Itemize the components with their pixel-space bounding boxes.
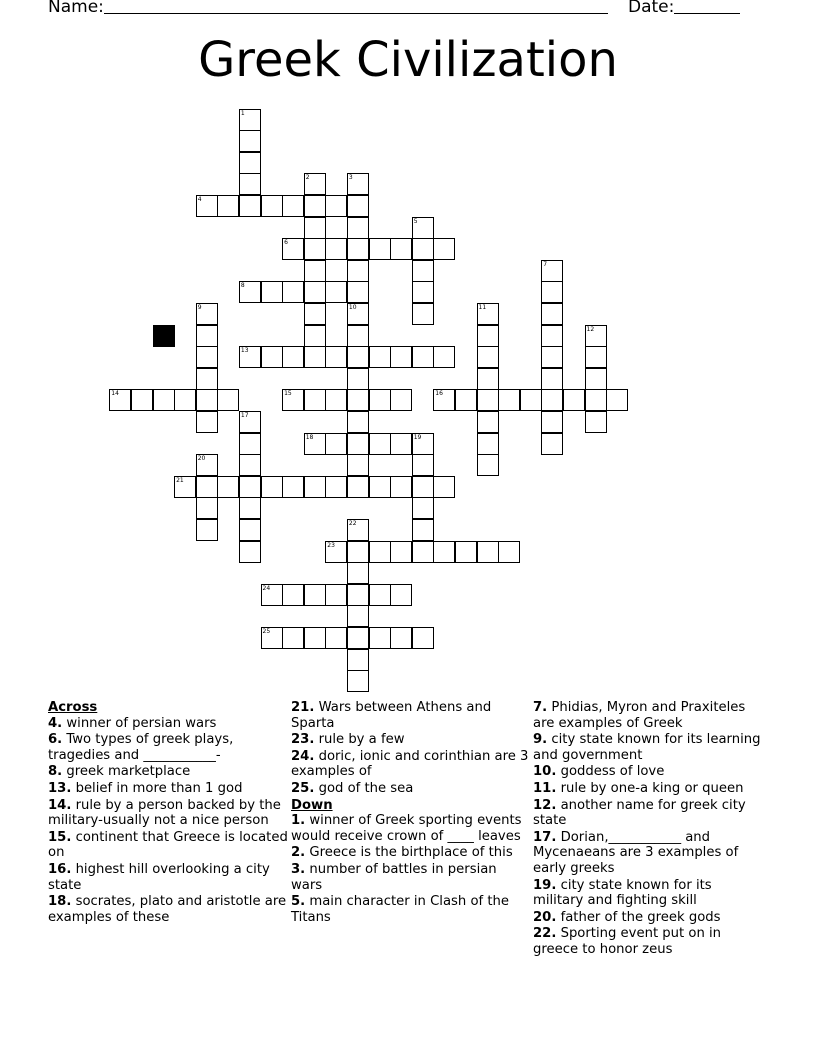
grid-cell[interactable]: [477, 389, 499, 411]
grid-cell[interactable]: [347, 260, 369, 282]
grid-cell[interactable]: [347, 433, 369, 455]
grid-cell[interactable]: [433, 541, 455, 563]
grid-cell[interactable]: [109, 389, 131, 411]
grid-cell[interactable]: [304, 195, 326, 217]
grid-cell[interactable]: [196, 476, 218, 498]
clue-number-label: 5.: [291, 894, 306, 910]
clue-text: socrates, plato and aristotle are examples of these: [48, 894, 287, 925]
grid-cell[interactable]: [347, 368, 369, 390]
grid-cell[interactable]: [282, 281, 304, 303]
clue-item: [48, 798, 288, 829]
clue-number: 3: [348, 174, 353, 182]
clues-column-1: [48, 700, 288, 926]
clue-number-label: 3.: [291, 861, 306, 877]
clues-column-3: [533, 700, 763, 959]
clue-number-label: 17.: [533, 829, 557, 845]
grid-cell[interactable]: [347, 605, 369, 627]
grid-cell[interactable]: [347, 325, 369, 347]
clue-number: 18: [305, 433, 314, 441]
grid-cell[interactable]: [239, 476, 261, 498]
grid-cell[interactable]: [347, 541, 369, 563]
grid-cell[interactable]: [541, 281, 563, 303]
grid-cell[interactable]: [239, 454, 261, 476]
clues-column-2: [291, 700, 531, 926]
clue-item: [533, 830, 763, 877]
clue-text: winner of persian wars: [62, 715, 217, 731]
grid-cell[interactable]: [412, 541, 434, 563]
clue-number: 17: [240, 411, 249, 419]
grid-cell[interactable]: [347, 217, 369, 239]
grid-cell[interactable]: [369, 389, 391, 411]
grid-cell[interactable]: [239, 519, 261, 541]
clue-number-label: 20.: [533, 909, 557, 925]
grid-cell[interactable]: [520, 389, 542, 411]
grid-cell[interactable]: [239, 433, 261, 455]
grid-cell[interactable]: [239, 173, 261, 195]
grid-cell[interactable]: [477, 303, 499, 325]
clue-item: [533, 764, 763, 780]
grid-cell[interactable]: [196, 325, 218, 347]
grid-cell[interactable]: [325, 238, 347, 260]
clue-text: Two types of greek plays, tragedies and ___________-: [48, 732, 234, 763]
grid-cell[interactable]: [282, 238, 304, 260]
grid-cell[interactable]: [390, 476, 412, 498]
clue-text: rule by a few: [314, 732, 405, 748]
clue-number: 5: [413, 217, 418, 225]
clue-text: Greece is the birthplace of this: [305, 845, 513, 861]
grid-cell[interactable]: [412, 346, 434, 368]
grid-cell[interactable]: [390, 389, 412, 411]
clue-number-label: 10.: [533, 764, 557, 780]
grid-cell[interactable]: [412, 303, 434, 325]
clue-number: 15: [284, 390, 292, 398]
grid-cell[interactable]: [390, 346, 412, 368]
grid-cell[interactable]: [369, 433, 391, 455]
grid-cell[interactable]: [347, 519, 369, 541]
clue-item: [533, 732, 763, 763]
grid-cell[interactable]: [239, 497, 261, 519]
grid-cell[interactable]: [477, 411, 499, 433]
clue-number-label: 11.: [533, 780, 557, 796]
grid-cell[interactable]: [369, 584, 391, 606]
clue-number: 21: [176, 476, 184, 484]
clue-number: 4: [197, 195, 202, 203]
grid-cell[interactable]: [369, 346, 391, 368]
clue-number: 20: [197, 455, 206, 463]
grid-cell[interactable]: [304, 584, 326, 606]
clue-item: [291, 732, 531, 748]
grid-cell[interactable]: [196, 411, 218, 433]
grid-cell[interactable]: [347, 670, 369, 692]
clue-number-label: 1.: [291, 813, 306, 829]
grid-cell[interactable]: [196, 454, 218, 476]
grid-cell[interactable]: [261, 476, 283, 498]
clue-item: [533, 781, 763, 797]
clue-text: another name for greek city state: [533, 797, 746, 829]
grid-cell[interactable]: [455, 541, 477, 563]
clue-number-label: 21.: [291, 700, 315, 715]
grid-cell[interactable]: [541, 346, 563, 368]
grid-cell[interactable]: [282, 584, 304, 606]
clue-text: Dorian,___________ and Mycenaeans are 3 examples of early greeks: [533, 829, 739, 876]
grid-cell[interactable]: [412, 627, 434, 649]
clue-number: 23: [327, 541, 335, 549]
clue-number-label: 4.: [48, 715, 63, 731]
clue-number: 2: [305, 174, 310, 182]
clue-number-label: 25.: [291, 780, 315, 796]
grid-cell[interactable]: [412, 260, 434, 282]
grid-cell[interactable]: [282, 389, 304, 411]
clue-item: [48, 781, 288, 797]
across-clues-list-continued: [291, 700, 531, 797]
clue-item: [533, 910, 763, 926]
grid-cell[interactable]: [325, 584, 347, 606]
grid-cell[interactable]: [196, 368, 218, 390]
grid-cell[interactable]: [498, 541, 520, 563]
page-title: Greek Civilization: [198, 32, 618, 88]
grid-cell[interactable]: [325, 195, 347, 217]
name-label: Name:: [48, 0, 104, 17]
grid-cell[interactable]: [282, 195, 304, 217]
clue-number-label: 15.: [48, 829, 72, 845]
grid-cell[interactable]: [412, 433, 434, 455]
clue-number: 1: [240, 109, 245, 117]
grid-cell[interactable]: [390, 541, 412, 563]
clue-number: 9: [197, 303, 202, 311]
grid-cell[interactable]: [347, 411, 369, 433]
grid-cell[interactable]: [477, 454, 499, 476]
clue-number: 19: [413, 433, 422, 441]
grid-cell[interactable]: [585, 411, 607, 433]
grid-cell[interactable]: [412, 497, 434, 519]
clue-item: [533, 700, 763, 731]
grid-cell[interactable]: [541, 303, 563, 325]
grid-cell[interactable]: [196, 195, 218, 217]
grid-cell[interactable]: [347, 476, 369, 498]
clue-item: [48, 862, 288, 893]
clue-number-label: 23.: [291, 732, 315, 748]
clue-number-label: 9.: [533, 732, 548, 748]
grid-cell[interactable]: [196, 519, 218, 541]
clue-item: [533, 878, 763, 909]
grid-cell[interactable]: [131, 389, 153, 411]
grid-cell[interactable]: [347, 562, 369, 584]
grid-cell[interactable]: [412, 281, 434, 303]
grid-cell[interactable]: [325, 627, 347, 649]
clue-item: [48, 732, 288, 763]
clue-number-label: 2.: [291, 845, 306, 861]
grid-cell[interactable]: [347, 627, 369, 649]
clue-number: 8: [240, 282, 245, 290]
clue-number-label: 8.: [48, 764, 63, 780]
clue-number: 6: [284, 239, 288, 247]
grid-cell[interactable]: [325, 433, 347, 455]
grid-cell[interactable]: [261, 281, 283, 303]
grid-cell[interactable]: [347, 238, 369, 260]
grid-cell[interactable]: [304, 389, 326, 411]
grid-cell[interactable]: [174, 389, 196, 411]
grid-cell[interactable]: [261, 346, 283, 368]
grid-cell[interactable]: [369, 476, 391, 498]
grid-cell[interactable]: [390, 238, 412, 260]
clue-text: city state known for its military and fighting skill: [533, 877, 712, 909]
down-clues-list-continued: [533, 700, 763, 958]
grid-cell[interactable]: [153, 389, 175, 411]
clue-item: [533, 798, 763, 829]
grid-cell[interactable]: [304, 476, 326, 498]
clue-text: continent that Greece is located on: [48, 829, 288, 861]
grid-cell[interactable]: [606, 389, 628, 411]
grid-cell[interactable]: [412, 476, 434, 498]
clue-item: [291, 894, 531, 925]
clue-number: 14: [111, 390, 119, 398]
grid-cell[interactable]: [563, 389, 585, 411]
grid-cell[interactable]: [477, 541, 499, 563]
grid-cell[interactable]: [477, 368, 499, 390]
down-clues-list: [291, 813, 531, 925]
grid-cell[interactable]: [304, 346, 326, 368]
grid-cell[interactable]: [304, 173, 326, 195]
grid-cell[interactable]: [412, 217, 434, 239]
clue-text: doric, ionic and corinthian are 3 examples of: [291, 748, 529, 780]
grid-cell[interactable]: [282, 476, 304, 498]
across-clues-list: [48, 716, 288, 926]
clue-item: [291, 749, 531, 780]
clue-item: [291, 845, 531, 861]
clue-number-label: 19.: [533, 877, 557, 893]
clue-item: [291, 813, 531, 844]
grid-cell[interactable]: [239, 130, 261, 152]
grid-cell[interactable]: [325, 346, 347, 368]
grid-cell[interactable]: [412, 238, 434, 260]
grid-cell[interactable]: [541, 325, 563, 347]
grid-cell[interactable]: [347, 303, 369, 325]
clue-text: Phidias, Myron and Praxiteles are examples of Greek: [533, 700, 746, 731]
grid-cell[interactable]: [217, 389, 239, 411]
grid-cell[interactable]: [304, 281, 326, 303]
grid-cell[interactable]: [541, 411, 563, 433]
grid-cell[interactable]: [217, 195, 239, 217]
grid-cell[interactable]: [412, 519, 434, 541]
grid-cell[interactable]: [433, 346, 455, 368]
grid-cell[interactable]: [433, 389, 455, 411]
grid-cell[interactable]: [196, 497, 218, 519]
grid-cell[interactable]: [412, 454, 434, 476]
grid-cell[interactable]: [261, 584, 283, 606]
grid-cell[interactable]: [541, 368, 563, 390]
clue-number-label: 16.: [48, 861, 72, 877]
clue-text: number of battles in persian wars: [291, 861, 497, 893]
clue-number-label: 18.: [48, 894, 72, 910]
clue-item: [48, 894, 288, 925]
grid-cell[interactable]: [325, 541, 347, 563]
grid-cell[interactable]: [196, 346, 218, 368]
grid-cell[interactable]: [347, 649, 369, 671]
clue-item: [48, 764, 288, 780]
clue-number-label: 22.: [533, 926, 557, 942]
grid-cell[interactable]: [347, 389, 369, 411]
grid-cell[interactable]: [239, 411, 261, 433]
grid-cell[interactable]: [585, 346, 607, 368]
grid-cell[interactable]: [585, 389, 607, 411]
grid-cell[interactable]: [585, 368, 607, 390]
clue-number: 10: [348, 303, 357, 311]
grid-cell[interactable]: [239, 541, 261, 563]
grid-cell[interactable]: [304, 217, 326, 239]
clue-item: [291, 781, 531, 797]
grid-cell[interactable]: [433, 238, 455, 260]
clue-item: [533, 926, 763, 957]
clue-number-label: 24.: [291, 748, 315, 764]
clue-text: highest hill overlooking a city state: [48, 861, 270, 893]
grid-cell[interactable]: [390, 627, 412, 649]
clue-number: 22: [348, 519, 357, 527]
clue-number: 12: [586, 325, 595, 333]
grid-cell[interactable]: [282, 627, 304, 649]
grid-cell[interactable]: [498, 389, 520, 411]
grid-cell[interactable]: [477, 325, 499, 347]
clue-text: father of the greek gods: [556, 909, 721, 925]
clue-text: rule by one-a king or queen: [556, 780, 744, 796]
grid-cell[interactable]: [304, 303, 326, 325]
clue-number: 16: [435, 390, 443, 398]
grid-cell[interactable]: [174, 476, 196, 498]
grid-cell[interactable]: [304, 260, 326, 282]
clue-number-label: 13.: [48, 780, 72, 796]
grid-cell[interactable]: [390, 433, 412, 455]
grid-cell[interactable]: [347, 584, 369, 606]
grid-cell[interactable]: [541, 433, 563, 455]
date-label: Date:: [628, 0, 675, 17]
grid-cell[interactable]: [239, 281, 261, 303]
grid-cell[interactable]: [347, 173, 369, 195]
clue-text: greek marketplace: [62, 764, 191, 780]
clue-item: [48, 830, 288, 861]
clue-number: 25: [262, 627, 271, 635]
clue-number-label: 12.: [533, 797, 557, 813]
grid-cell[interactable]: [261, 627, 283, 649]
grid-cell[interactable]: [585, 325, 607, 347]
grid-cell[interactable]: [390, 584, 412, 606]
clue-item: [291, 700, 531, 731]
grid-cell[interactable]: [325, 281, 347, 303]
clue-text: god of the sea: [314, 780, 414, 796]
clue-text: Wars between Athens and Sparta: [291, 700, 492, 731]
grid-cell[interactable]: [347, 195, 369, 217]
across-heading: Across: [48, 700, 98, 715]
grid-cell[interactable]: [347, 346, 369, 368]
grid-cell[interactable]: [304, 325, 326, 347]
clue-text: Sporting event put on in greece to honor zeus: [533, 926, 722, 957]
grid-cell[interactable]: [239, 346, 261, 368]
grid-cell[interactable]: [369, 627, 391, 649]
clue-number: 13: [240, 347, 249, 355]
grid-cell[interactable]: [239, 152, 261, 174]
clue-number-label: 6.: [48, 732, 63, 748]
clue-number-label: 14.: [48, 797, 72, 813]
clue-text: main character in Clash of the Titans: [291, 894, 509, 925]
grid-cell[interactable]: [239, 195, 261, 217]
clue-text: belief in more than 1 god: [71, 780, 243, 796]
grid-cell[interactable]: [304, 627, 326, 649]
grid-cell[interactable]: [541, 389, 563, 411]
grid-cell[interactable]: [217, 476, 239, 498]
grid-cell[interactable]: [196, 389, 218, 411]
grid-cell[interactable]: [304, 238, 326, 260]
down-heading: Down: [291, 797, 333, 813]
grid-cell[interactable]: [347, 454, 369, 476]
clue-text: winner of Greek sporting events would receive crown of ____ leaves: [291, 813, 522, 844]
grid-cell[interactable]: [347, 281, 369, 303]
grid-cell[interactable]: [304, 433, 326, 455]
grid-cell[interactable]: [325, 389, 347, 411]
clue-number: 24: [262, 584, 271, 592]
grid-cell[interactable]: [455, 389, 477, 411]
clue-number: 11: [478, 303, 487, 311]
grid-cell[interactable]: [369, 238, 391, 260]
grid-cell[interactable]: [196, 303, 218, 325]
black-cell: [153, 325, 175, 347]
grid-cell[interactable]: [541, 260, 563, 282]
clue-text: city state known for its learning and government: [533, 732, 761, 763]
grid-cell[interactable]: [369, 541, 391, 563]
grid-cell[interactable]: [261, 195, 283, 217]
clue-item: [48, 716, 288, 732]
grid-cell[interactable]: [433, 476, 455, 498]
grid-cell[interactable]: [282, 346, 304, 368]
grid-cell[interactable]: [477, 346, 499, 368]
grid-cell[interactable]: [239, 109, 261, 131]
clue-item: [291, 862, 531, 893]
grid-cell[interactable]: [325, 476, 347, 498]
clue-text: rule by a person backed by the military-usually not a nice person: [48, 797, 281, 829]
clue-number: 7: [543, 260, 548, 268]
clue-text: goddess of love: [556, 764, 665, 780]
grid-cell[interactable]: [477, 433, 499, 455]
clue-number-label: 7.: [533, 700, 548, 715]
